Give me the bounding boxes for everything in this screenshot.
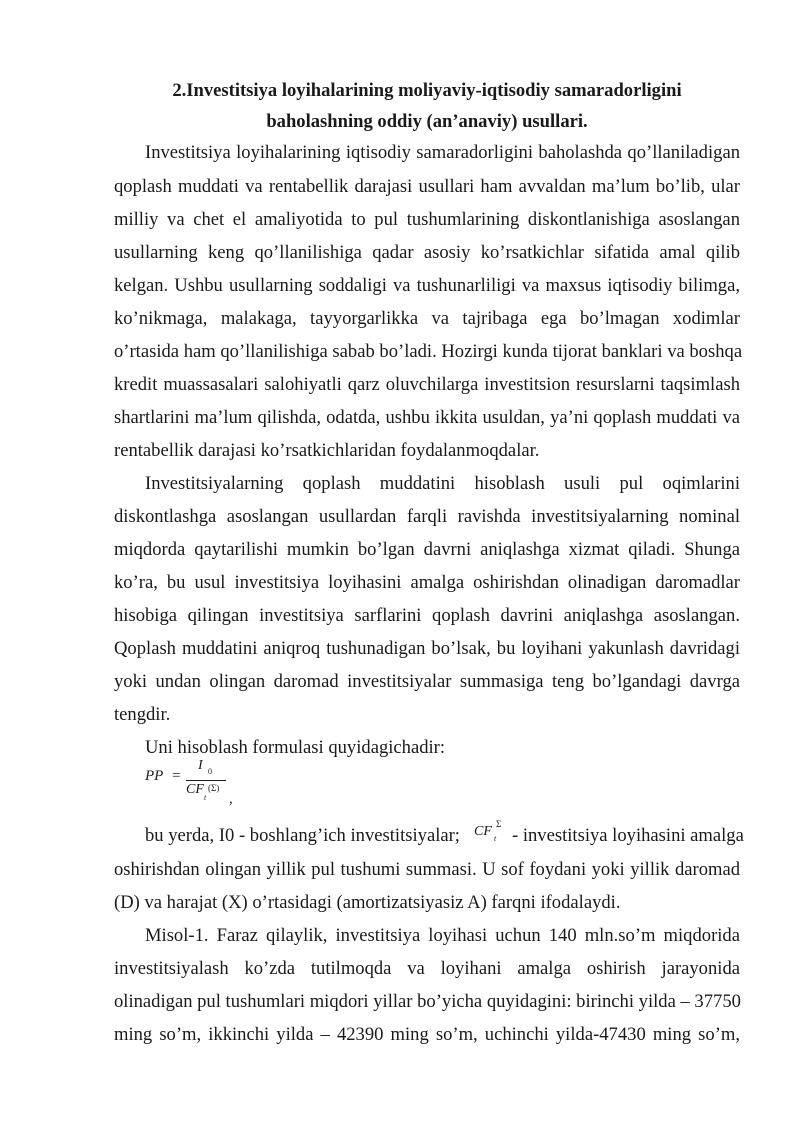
fraction-bar <box>186 780 226 781</box>
paragraph-1-line: usullarning keng qo’llanilishiga qadar asosiy ko’rsatkichlar sifatida amal qilib <box>114 242 740 263</box>
paragraph-1-line: shartlarini ma’lum qilishda, odatda, ushbu ikkita usuldan, ya’ni qoplash muddati va <box>114 407 740 428</box>
paragraph-2-line: tengdir. <box>114 704 171 725</box>
paragraph-2-line: hisobiga qilingan investitsiya sarflarini qoplash davrini aniqlashga asoslangan. <box>114 605 740 626</box>
formula-intro: Uni hisoblash formulasi quyidagichadir: <box>145 737 446 758</box>
formula-numerator-subscript: 0 <box>208 767 212 776</box>
explanation-line: oshirishdan olingan yillik pul tushumi summasi. U sof foydani yoki yillik daromad <box>114 859 740 880</box>
paragraph-2-line: yoki undan olingan daromad investitsiyalar summasiga teng bo’lgandagi davrga <box>114 671 740 692</box>
formula-denominator: CF <box>186 782 204 797</box>
payback-period-formula <box>142 758 262 810</box>
paragraph-1-line: kredit muassasalari salohiyatli qarz oluvchilarga investitsion resurslarni taqsimlash <box>114 374 740 395</box>
paragraph-2-line: miqdorda qaytarilishi mumkin bo’lgan davrni aniqlashga xizmat qiladi. Shunga <box>114 539 740 560</box>
example-line: Misol-1. Faraz qilaylik, investitsiya loyihasi uchun 140 mln.so’m miqdorida <box>145 925 740 946</box>
explanation-line-end: - investitsiya loyihasini amalga <box>512 825 744 846</box>
paragraph-1-line: milliy va chet el amaliyotida to pul tushumlarining diskontlanishiga asoslangan <box>114 209 740 230</box>
cf-symbol-superscript: Σ <box>496 819 502 829</box>
section-title-line2: baholashning oddiy (an’anaviy) usullari. <box>266 111 588 132</box>
paragraph-1-line: o’rtasida ham qo’llanilishiga sabab bo’ladi. Hozirgi kunda tijorat banklari va boshqa <box>114 341 743 362</box>
formula-numerator: I <box>198 758 203 773</box>
explanation-line-start: bu yerda, I0 - boshlang’ich investitsiyalar; <box>145 825 460 846</box>
paragraph-2-line: Investitsiyalarning qoplash muddatini hisoblash usuli pul oqimlarini <box>145 473 740 494</box>
section-title-line1: 2.Investitsiya loyihalarining moliyaviy-iqtisodiy samaradorligini <box>172 80 682 101</box>
paragraph-1-line: qoplash muddati va rentabellik darajasi usullari ham avvaldan ma’lum bo’lib, ular <box>114 176 740 197</box>
paragraph-2-line: Qoplash muddatini aniqroq tushunadigan bo’lsak, bu loyihani yakunlash davridagi <box>114 638 740 659</box>
explanation-line: (D) va harajat (X) o’rtasidagi (amortizatsiyasiz A) farqni ifodalaydi. <box>114 892 621 913</box>
formula-lhs: PP <box>145 768 164 784</box>
cf-symbol <box>470 821 510 849</box>
paragraph-1-line: ko’nikmaga, malakaga, tayyorgarlikka va tajribaga ega bo’lmagan xodimlar <box>114 308 740 329</box>
cf-symbol-main: CF <box>474 824 492 839</box>
example-line: investitsiyalash ko’zda tutilmoqda va loyihani amalga oshirish jarayonida <box>114 958 740 979</box>
paragraph-1-line: rentabellik darajasi ko’rsatkichlaridan foydalanmoqdalar. <box>114 440 540 461</box>
formula-comma: , <box>229 791 233 807</box>
paragraph-2-line: diskontlashga asoslangan usullardan farqli ravishda investitsiyalarning nominal <box>114 506 740 527</box>
formula-denominator-subscript: t <box>204 793 207 802</box>
example-line: olinadigan pul tushumlari miqdori yillar bo’yicha quyidagini: birinchi yilda – 37750 <box>114 991 741 1012</box>
example-line: ming so’m, ikkinchi yilda – 42390 ming so’m, uchinchi yilda-47430 ming so’m, <box>114 1024 740 1045</box>
paragraph-1-line: Investitsiya loyihalarining iqtisodiy samaradorligini baholashda qo’llaniladigan <box>145 142 740 163</box>
formula-denominator-superscript: (Σ) <box>208 783 220 793</box>
cf-symbol-subscript: t <box>494 834 497 843</box>
paragraph-2-line: ko’ra, bu usul investitsiya loyihasini amalga oshirishdan olinadigan daromadlar <box>114 572 740 593</box>
paragraph-1-line: kelgan. Ushbu usullarning soddaligi va tushunarliligi va maxsus iqtisodiy bilimga, <box>114 275 740 296</box>
formula-equals: = <box>172 768 181 784</box>
